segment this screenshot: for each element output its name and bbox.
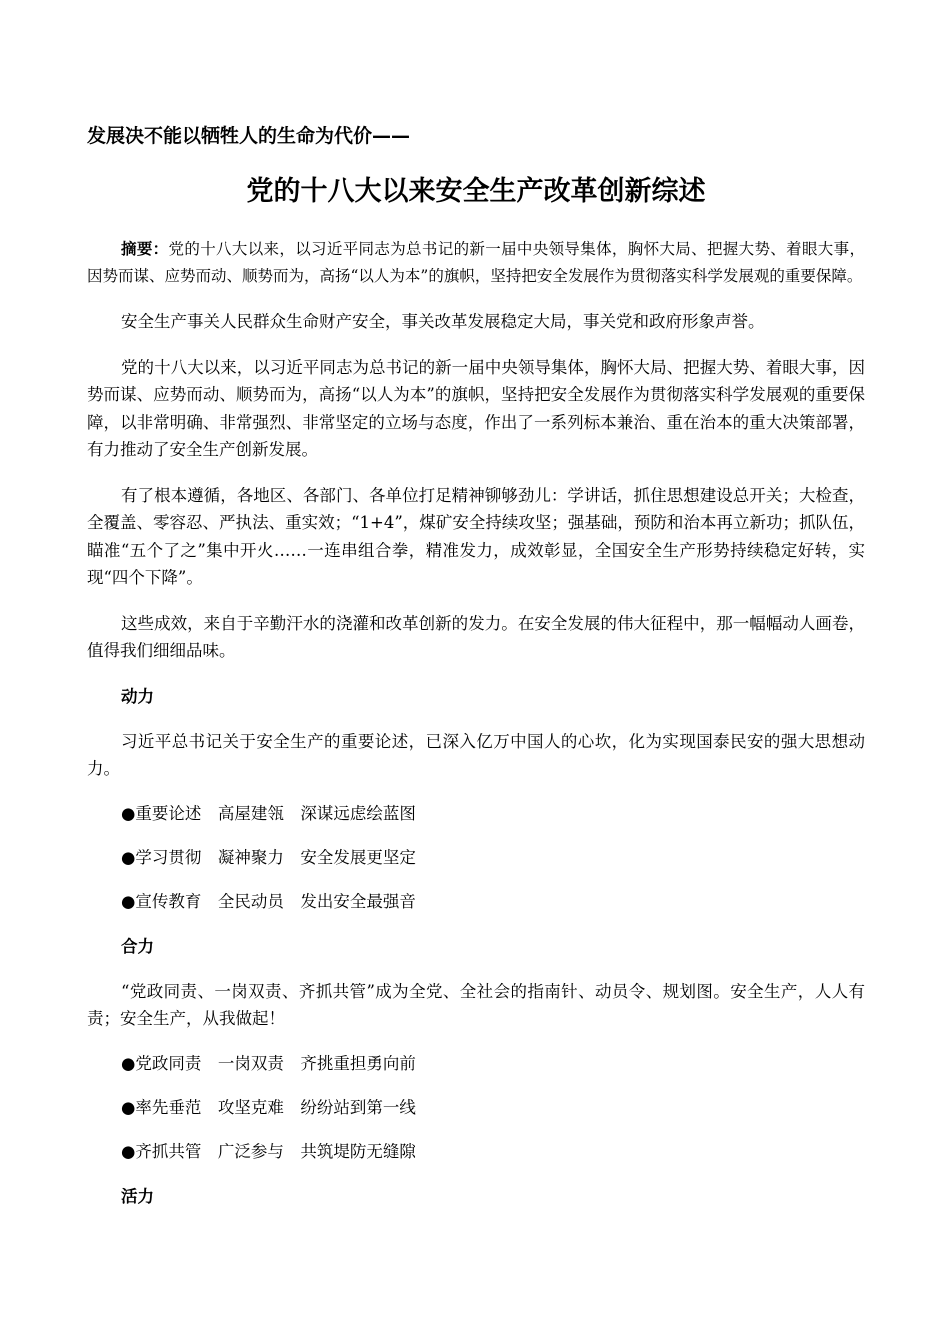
- paragraph: 有了根本遵循，各地区、各部门、各单位打足精神铆够劲儿：学讲话，抓住思想建设总开关；大检查，全覆盖、零容忍、严执法、重实效；“1+4”，煤矿安全持续攻坚；强基础，预防和治本再立新功；抓队伍，瞄准“五个了之”集中开火……一连串组合拳，精准发力，成效彰显，全国安全生产形势持续稳定好转，实现“四个下降”。: [87, 485, 865, 587]
- bullet-item: ●齐抓共管 广泛参与 共筑堤防无缝隙: [121, 1141, 416, 1161]
- paragraph: 安全生产事关人民群众生命财产安全，事关改革发展稳定大局，事关党和政府形象声誉。: [121, 312, 765, 331]
- abstract-text: 党的十八大以来，以习近平同志为总书记的新一届中央领导集体，胸怀大局、把握大势、着眼大事，因势而谋、应势而动、顺势而为，高扬“以人为本”的旗帜，坚持把安全发展作为贯彻落实科学发展观的重要保障。: [87, 240, 865, 285]
- section-intro: “党政同责、一岗双责、齐抓共管”成为全党、全社会的指南针、动员令、规划图。安全生产，人人有责；安全生产，从我做起！: [87, 981, 865, 1028]
- document-subtitle: 发展决不能以牺牲人的生命为代价——: [87, 125, 411, 147]
- bullet-item: ●重要论述 高屋建瓴 深谋远虑绘蓝图: [121, 803, 416, 823]
- section-intro: 习近平总书记关于安全生产的重要论述，已深入亿万中国人的心坎，化为实现国泰民安的强大思想动力。: [87, 731, 865, 778]
- paragraph: 这些成效，来自于辛勤汗水的浇灌和改革创新的发力。在安全发展的伟大征程中，那一幅幅动人画卷，值得我们细细品味。: [87, 613, 865, 660]
- section-heading-dongli: 动力: [121, 686, 154, 706]
- section-heading-huoli: 活力: [121, 1186, 154, 1206]
- paragraph: 党的十八大以来，以习近平同志为总书记的新一届中央领导集体，胸怀大局、把握大势、着眼大事，因势而谋、应势而动、顺势而为，高扬“以人为本”的旗帜，坚持把安全发展作为贯彻落实科学发展观的重要保障，以非常明确、非常强烈、非常坚定的立场与态度，作出了一系列标本兼治、重在治本的重大决策部署，有力推动了安全生产创新发展。: [87, 357, 865, 459]
- bullet-item: ●宣传教育 全民动员 发出安全最强音: [121, 891, 416, 911]
- bullet-item: ●党政同责 一岗双责 齐挑重担勇向前: [121, 1053, 416, 1073]
- abstract: [87, 236, 865, 290]
- document-title: 党的十八大以来安全生产改革创新综述: [246, 176, 706, 207]
- section-heading-heli: 合力: [121, 936, 154, 956]
- abstract-label: 摘要：: [121, 240, 169, 258]
- document-body: [87, 122, 865, 1210]
- bullet-item: ●率先垂范 攻坚克难 纷纷站到第一线: [121, 1097, 416, 1117]
- bullet-item: ●学习贯彻 凝神聚力 安全发展更坚定: [121, 847, 416, 867]
